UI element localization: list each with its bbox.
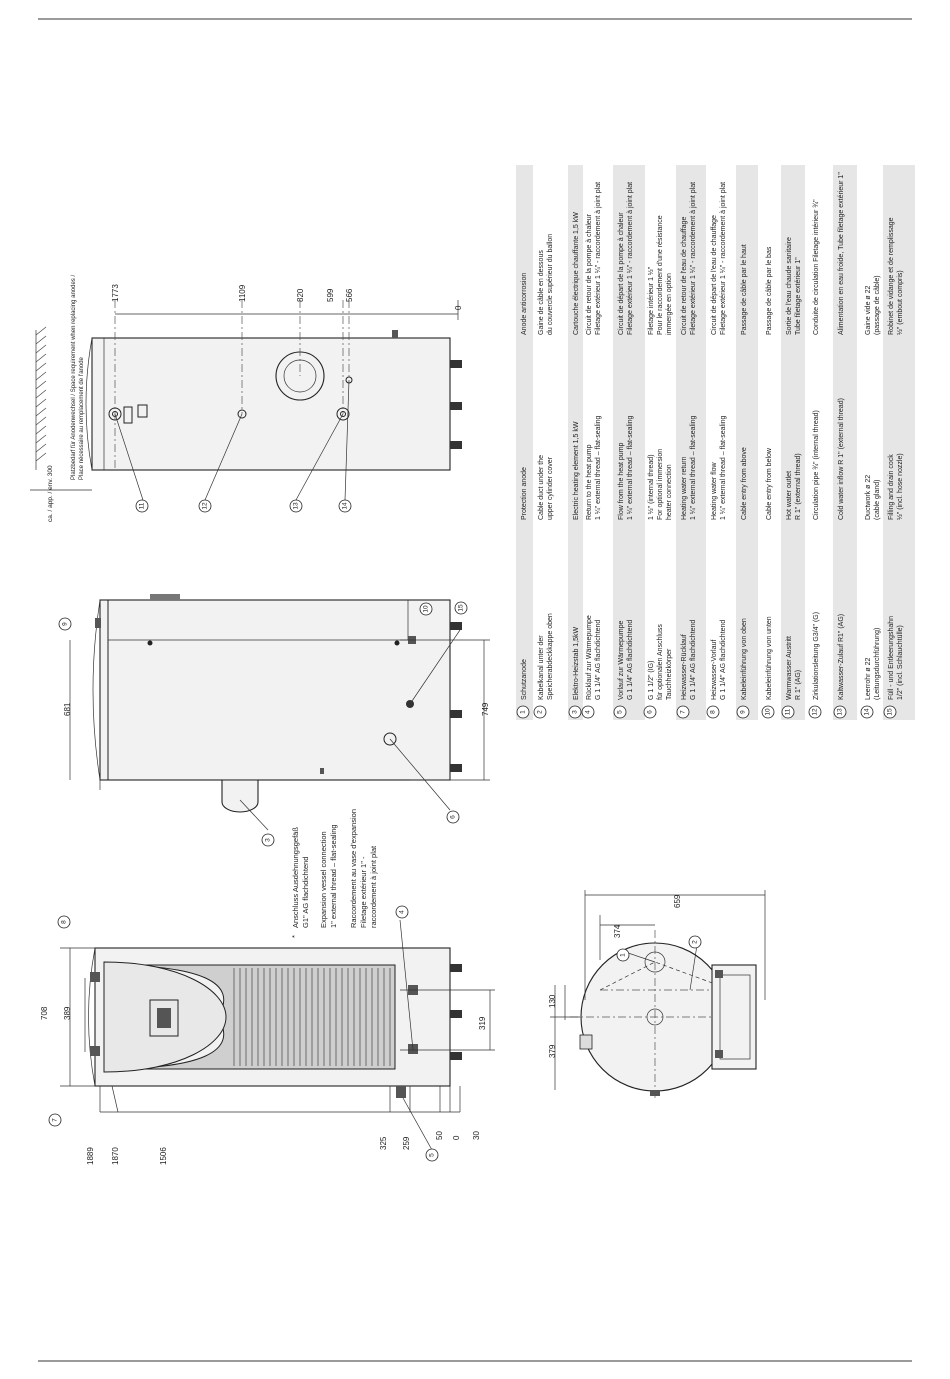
- callout-10-number: 10: [764, 708, 772, 716]
- row-fr-12-line: Conduite de circulation Filetage intérieur ¾": [813, 199, 820, 335]
- dim-side-681: [63, 702, 72, 716]
- callout-6: [644, 706, 656, 718]
- footnote-star-line: *: [290, 935, 299, 938]
- callout-front-4-number: 4: [398, 910, 406, 914]
- heating-element: [222, 780, 258, 812]
- row-de-1: [521, 659, 528, 700]
- row-de-14-line: (Leitungsdurchführung): [874, 627, 881, 700]
- clearance-dim-line: ca. / app. / env. 300: [47, 465, 54, 522]
- row-fr-7-line: Circuit de retour de l'eau de chauffage: [681, 216, 688, 335]
- top-view: [550, 890, 765, 1100]
- dim-front-259: [402, 1136, 411, 1150]
- callout-top-2-number: 2: [691, 940, 699, 944]
- row-fr-4-line: Filetage extérieur 1 ¼" - raccordement à joint plat: [595, 181, 602, 335]
- callout-11: [782, 706, 794, 718]
- callout-11-number: 11: [784, 708, 792, 716]
- row-fr-8-line: Filetage extérieur 1 ¼" - raccordement à joint plat: [720, 181, 727, 335]
- clearance-hatch: [36, 327, 46, 470]
- row-de-6-line: Tauchheizkörper: [666, 648, 673, 700]
- row-en-13: [838, 398, 845, 520]
- clearance-note: [71, 275, 85, 480]
- dim-front-1889-line: 1889: [86, 1147, 95, 1165]
- dim-top-659-line: 659: [673, 894, 682, 908]
- row-de-11-line: R 1" (AG): [795, 669, 802, 700]
- row-en-8-line: 1 ¼" external thread – flat-sealing: [720, 415, 727, 520]
- callout-4-number: 4: [584, 710, 592, 714]
- callout-rear-14: [339, 500, 351, 512]
- callout-side-3-number: 3: [264, 838, 272, 842]
- dim-top-130: [548, 994, 557, 1008]
- clearance-note-line: Platzbedarf für Anodenwechsel / Space requirement when replacing anodes /: [71, 274, 77, 480]
- footnote-de-line: G1" AG flachdichtend: [301, 856, 310, 928]
- callout-7: [677, 706, 689, 718]
- row-en-14: [865, 475, 881, 520]
- row-en-6-line: For optional immersion: [657, 448, 664, 520]
- callout-13: [834, 706, 846, 718]
- dim-front-325-line: 325: [379, 1136, 388, 1150]
- row-de-14: [865, 628, 881, 700]
- dim-rear-4-line: 566: [345, 288, 354, 302]
- dim-top-374: [613, 924, 622, 938]
- row-de-15-line: 1/2" (incl. Schlauchtülle): [897, 625, 904, 700]
- footnote-star: [290, 935, 299, 938]
- row-de-13-line: Kaltwasser-Zulauf R1" (AG): [838, 613, 845, 700]
- row-en-7-line: Heating water return: [681, 456, 688, 520]
- callout-1: [517, 706, 529, 718]
- row-en-4-line: 1 ¼" external thread – flat-sealing: [595, 415, 602, 520]
- row-fr-12: [813, 199, 820, 335]
- callout-rear-11: [136, 500, 148, 512]
- dim-front-319-line: 319: [478, 1016, 487, 1030]
- callout-13-number: 13: [836, 708, 844, 716]
- row-en-13-line: Cold water inflow R 1" (external thread): [838, 398, 845, 520]
- dim-side-749-line: 749: [481, 702, 490, 716]
- dim-front-389: [63, 1006, 72, 1020]
- callout-rear-12: [199, 500, 211, 512]
- callout-8-number: 8: [709, 710, 717, 714]
- dim-rear-2: [296, 288, 305, 302]
- row-en-5-line: Flow from the heat pump: [618, 442, 625, 520]
- footnote-en-line: 1" external thread – flat-sealing: [329, 824, 338, 928]
- callout-top-1-number: 1: [619, 953, 627, 957]
- callout-side-10: [420, 603, 432, 615]
- row-fr-8-line: Circuit de départ de l'eau de chauffage: [711, 215, 718, 335]
- row-fr-3: [573, 212, 580, 335]
- footnote-en-line: Expansion vessel connection: [319, 831, 328, 928]
- front-view-dome: [89, 948, 96, 1086]
- footnote-fr-line: Raccordement au vase d'expansion: [349, 808, 358, 928]
- callout-top-1: [617, 949, 629, 961]
- row-fr-2: [538, 234, 554, 335]
- callout-side-6: [447, 811, 459, 823]
- row-en-4-line: Return to the heat pump: [586, 444, 593, 520]
- dim-side-749: [481, 702, 490, 716]
- row-fr-11-line: Tube filetage extérieur 1": [795, 257, 802, 335]
- row-de-6-line: für optionalen Anschluss: [657, 624, 664, 700]
- table-row: [582, 182, 602, 718]
- row-en-10-line: Cable entry from below: [766, 448, 773, 520]
- dim-front-325: [379, 1136, 388, 1150]
- table-row: [762, 246, 774, 718]
- table-band: [781, 165, 805, 720]
- row-fr-6: [647, 215, 673, 335]
- callout-front-8: [58, 916, 70, 928]
- row-fr-9-line: Passage de câble par le haut: [741, 244, 748, 335]
- row-fr-14-line: Gaine vide ø 22: [865, 285, 872, 335]
- row-en-5-line: 1 ¼" external thread – flat-sealing: [627, 415, 634, 520]
- row-fr-6-line: Pour le raccordement d'une résistance: [657, 215, 664, 335]
- row-en-14-line: Ductwork ø 22: [865, 474, 872, 520]
- row-en-2: [538, 455, 554, 520]
- rear-view: [30, 300, 462, 500]
- row-fr-13-line: Alimentation en eau froide, Tube filetage extérieur 1": [838, 172, 845, 335]
- dim-front-30: [472, 1131, 481, 1140]
- dim-front-259-line: 259: [402, 1136, 411, 1150]
- clearance-note-line: Place nécessaire au remplacement de l'anode: [79, 357, 85, 480]
- callout-side-9-number: 9: [61, 622, 69, 626]
- row-de-7-line: G 1 1/4" AG flachdichtend: [690, 619, 697, 700]
- callout-front-7-number: 7: [51, 1118, 59, 1122]
- callout-15: [884, 706, 896, 718]
- row-en-2-line: upper cylinder cover: [547, 456, 554, 520]
- side-view-body: [100, 600, 450, 780]
- row-de-12-line: Zirkulationsleitung G3/4" (G): [813, 611, 820, 700]
- row-fr-9: [741, 244, 748, 335]
- row-en-2-line: Cable duct under the: [538, 455, 545, 520]
- footnote-fr-line: raccordement à joint plat: [369, 845, 378, 928]
- callout-front-7: [49, 1114, 61, 1126]
- row-de-3-line: Elektro-Heizstab 1,5kW: [573, 626, 580, 700]
- row-fr-15-line: ½" (embout compris): [897, 270, 904, 335]
- callout-rear-13-number: 13: [292, 502, 300, 510]
- callout-rear-14-number: 14: [341, 502, 349, 510]
- table-row: [707, 182, 727, 718]
- callout-side-9: [59, 618, 71, 630]
- row-en-10: [766, 447, 773, 520]
- row-en-9: [741, 447, 748, 520]
- row-de-2-line: Speicherabdeckkappe oben: [547, 613, 554, 700]
- table-row: [809, 199, 821, 718]
- table-row: [534, 234, 554, 718]
- row-en-3: [573, 421, 580, 520]
- dim-front-0: [452, 1135, 461, 1140]
- row-fr-2-line: Gaine de câble en dessous: [538, 250, 545, 335]
- row-fr-11-line: Sortie de l'eau chaude sanitaire: [786, 237, 793, 335]
- callout-side-3: [262, 834, 274, 846]
- row-en-15-line: ½" (incl. hose nozzle): [897, 453, 904, 520]
- dim-rear-4: [345, 288, 354, 302]
- footnote-fr: [349, 809, 378, 928]
- row-fr-1-line: Anode anticorrosion: [521, 272, 528, 335]
- dim-front-50: [435, 1131, 444, 1140]
- clearance-dim: [47, 465, 54, 522]
- row-de-13: [838, 614, 845, 700]
- row-de-10: [766, 616, 773, 700]
- dim-rear-3: [326, 288, 335, 302]
- callout-front-5-number: 5: [428, 1153, 436, 1157]
- row-en-8: [711, 415, 727, 520]
- dim-side-681-line: 681: [63, 702, 72, 716]
- row-en-8-line: Heating water flow: [711, 462, 718, 520]
- row-en-15-line: Filling and drain cock: [888, 454, 895, 520]
- callout-15-number: 15: [886, 708, 894, 716]
- row-de-15-line: Füll - und Entleerungshahn: [888, 615, 895, 700]
- dim-rear-3-line: 599: [326, 288, 335, 302]
- dim-top-379: [548, 1044, 557, 1058]
- row-de-9-line: Kabeleinführung von oben: [741, 618, 748, 700]
- row-de-8: [711, 620, 727, 700]
- row-de-4-line: G 1 1/4" AG flachdichtend: [595, 619, 602, 700]
- callout-top-2: [689, 936, 701, 948]
- callout-front-8-number: 8: [60, 920, 68, 924]
- row-en-1-line: Protection anode: [521, 467, 528, 520]
- row-fr-10: [766, 246, 773, 335]
- row-fr-14-line: (passage de câble): [874, 275, 881, 335]
- row-de-7-line: Heizwasser-Rücklauf: [681, 634, 688, 700]
- callout-14: [861, 706, 873, 718]
- dim-front-389-line: 389: [63, 1006, 72, 1020]
- row-en-4: [586, 415, 602, 520]
- row-en-6-line: heater connection: [666, 464, 673, 520]
- dim-rear-1: [238, 284, 247, 302]
- row-de-5-line: G 1 1/4" AG flachdichtend: [627, 619, 634, 700]
- dim-rear-1-line: 1109: [238, 284, 247, 302]
- row-en-9-line: Cable entry from above: [741, 447, 748, 520]
- callout-9-number: 9: [739, 710, 747, 714]
- row-fr-13: [838, 172, 845, 335]
- row-fr-6-line: immergée en option: [666, 273, 673, 335]
- footnote-de: [291, 827, 310, 928]
- row-de-3: [573, 626, 580, 700]
- callout-front-5: [426, 1149, 438, 1161]
- callout-3-number: 3: [571, 710, 579, 714]
- row-en-14-line: (cable gland): [874, 479, 881, 520]
- dim-top-659: [673, 894, 682, 908]
- dim-top-374-line: 374: [613, 924, 622, 938]
- row-en-11-line: R 1" (external thread): [795, 453, 802, 520]
- dim-front-30-line: 30: [472, 1131, 481, 1140]
- rear-view-dome: [86, 338, 92, 470]
- row-de-9: [741, 618, 748, 700]
- dim-front-1870: [111, 1147, 120, 1165]
- row-fr-8: [711, 182, 727, 335]
- footnote-en: [319, 824, 338, 928]
- dim-front-319: [478, 1016, 487, 1030]
- callout-12-number: 12: [811, 708, 819, 716]
- dim-front-50-line: 50: [435, 1131, 444, 1140]
- dim-front-1870-line: 1870: [111, 1147, 120, 1165]
- row-de-8-line: Heizwasser-Vorlauf: [711, 639, 718, 700]
- callout-4: [582, 706, 594, 718]
- row-fr-15-line: Robinet de vidange et de remplissage: [888, 217, 895, 335]
- dim-front-1506-line: 1506: [159, 1147, 168, 1165]
- dim-rear-2-line: 820: [296, 288, 305, 302]
- row-fr-4: [586, 182, 602, 335]
- dim-front-1889: [86, 1147, 95, 1165]
- callout-rear-11-number: 11: [138, 502, 146, 510]
- side-view: [70, 594, 490, 830]
- callout-5-number: 5: [616, 710, 624, 714]
- row-de-2-line: Kabelkanal unter der: [538, 635, 545, 700]
- callout-rear-13: [290, 500, 302, 512]
- callout-12: [809, 706, 821, 718]
- row-de-4: [586, 615, 602, 700]
- row-fr-5-line: Circuit de départ de la pompe à chaleur: [618, 212, 625, 335]
- callout-front-4: [396, 906, 408, 918]
- row-fr-2-line: du couvercle supérieur du ballon: [547, 233, 554, 335]
- row-en-3-line: Electric heating element 1,5 kW: [573, 421, 580, 520]
- row-en-11-line: Hot water outlet: [786, 470, 793, 520]
- footnote-de-line: Anschluss Ausdehnungsgefäß: [291, 827, 300, 928]
- rear-view-body: [92, 338, 450, 470]
- row-fr-7-line: Filetage extérieur 1 ¼" - raccordement à joint plat: [690, 181, 697, 335]
- table-band: [516, 165, 533, 720]
- row-en-12: [813, 410, 820, 520]
- row-fr-1: [521, 273, 528, 335]
- row-en-12-line: Circulation pipe ¾" (internal thread): [813, 410, 820, 520]
- row-de-10-line: Kabeleinführung von unten: [766, 616, 773, 700]
- front-view: [60, 920, 495, 1150]
- callout-side-15: [455, 602, 467, 614]
- dim-rear-5-line: 0: [454, 305, 463, 310]
- dim-front-0-line: 0: [452, 1135, 461, 1140]
- callout-9: [737, 706, 749, 718]
- table-band: [833, 165, 857, 720]
- dim-rear-0: [111, 284, 120, 302]
- row-de-6: [648, 624, 673, 700]
- table-row: [861, 275, 881, 718]
- row-fr-4-line: Circuit de retour de la pompe à chaleur: [586, 213, 593, 335]
- dim-top-379-line: 379: [548, 1044, 557, 1058]
- callout-3: [569, 706, 581, 718]
- footnote-fr-line: Filetage extérieur 1" -: [359, 856, 368, 928]
- callout-side-15-number: 15: [457, 604, 465, 612]
- dim-front-708: [40, 1006, 49, 1020]
- dim-rear-0-line: 1773: [111, 284, 120, 302]
- row-fr-5-line: Filetage extérieur 1 ¼" - raccordement à joint plat: [627, 181, 634, 335]
- callout-side-10-number: 10: [422, 605, 430, 613]
- row-en-1: [521, 467, 528, 520]
- callout-2-number: 2: [536, 710, 544, 714]
- row-de-2: [538, 613, 554, 700]
- table-row: [644, 215, 673, 718]
- row-en-6: [647, 449, 673, 520]
- callout-side-6-number: 6: [449, 815, 457, 819]
- callout-8: [707, 706, 719, 718]
- row-fr-6-line: Filetage intérieur 1 ½": [648, 266, 655, 335]
- row-fr-14: [865, 275, 881, 335]
- row-de-14-line: Leerrohr ø 22: [865, 657, 872, 700]
- callout-6-number: 6: [646, 710, 654, 714]
- callout-2: [534, 706, 546, 718]
- row-de-12: [813, 612, 820, 700]
- dim-top-130-line: 130: [548, 994, 557, 1008]
- dim-rear-5: [454, 305, 463, 310]
- callout-1-number: 1: [519, 710, 527, 714]
- dim-front-708-line: 708: [40, 1006, 49, 1020]
- row-de-5-line: Vorlauf zur Wärmepumpe: [618, 620, 625, 700]
- row-fr-10-line: Passage de câble par le bas: [766, 246, 773, 335]
- row-de-1-line: Schutzanode: [521, 659, 528, 700]
- dim-front-1506: [159, 1147, 168, 1165]
- row-en-6-line: 1 ½" (internal thread): [648, 454, 655, 520]
- callout-10: [762, 706, 774, 718]
- row-en-7-line: 1 ¼" external thread – flat-sealing: [690, 415, 697, 520]
- callout-7-number: 7: [679, 710, 687, 714]
- row-de-4-line: Rücklauf zur Wärmepumpe: [586, 615, 593, 700]
- row-de-8-line: G 1 1/4" AG flachdichtend: [720, 619, 727, 700]
- row-de-11-line: Warmwasser Austritt: [786, 636, 793, 700]
- callout-5: [614, 706, 626, 718]
- row-de-6-line: G 1 1/2" (IG): [648, 660, 655, 700]
- row-fr-3-line: Cartouche électrique chauffante 1,5 kW: [573, 212, 580, 335]
- callout-rear-12-number: 12: [201, 502, 209, 510]
- callout-14-number: 14: [863, 708, 871, 716]
